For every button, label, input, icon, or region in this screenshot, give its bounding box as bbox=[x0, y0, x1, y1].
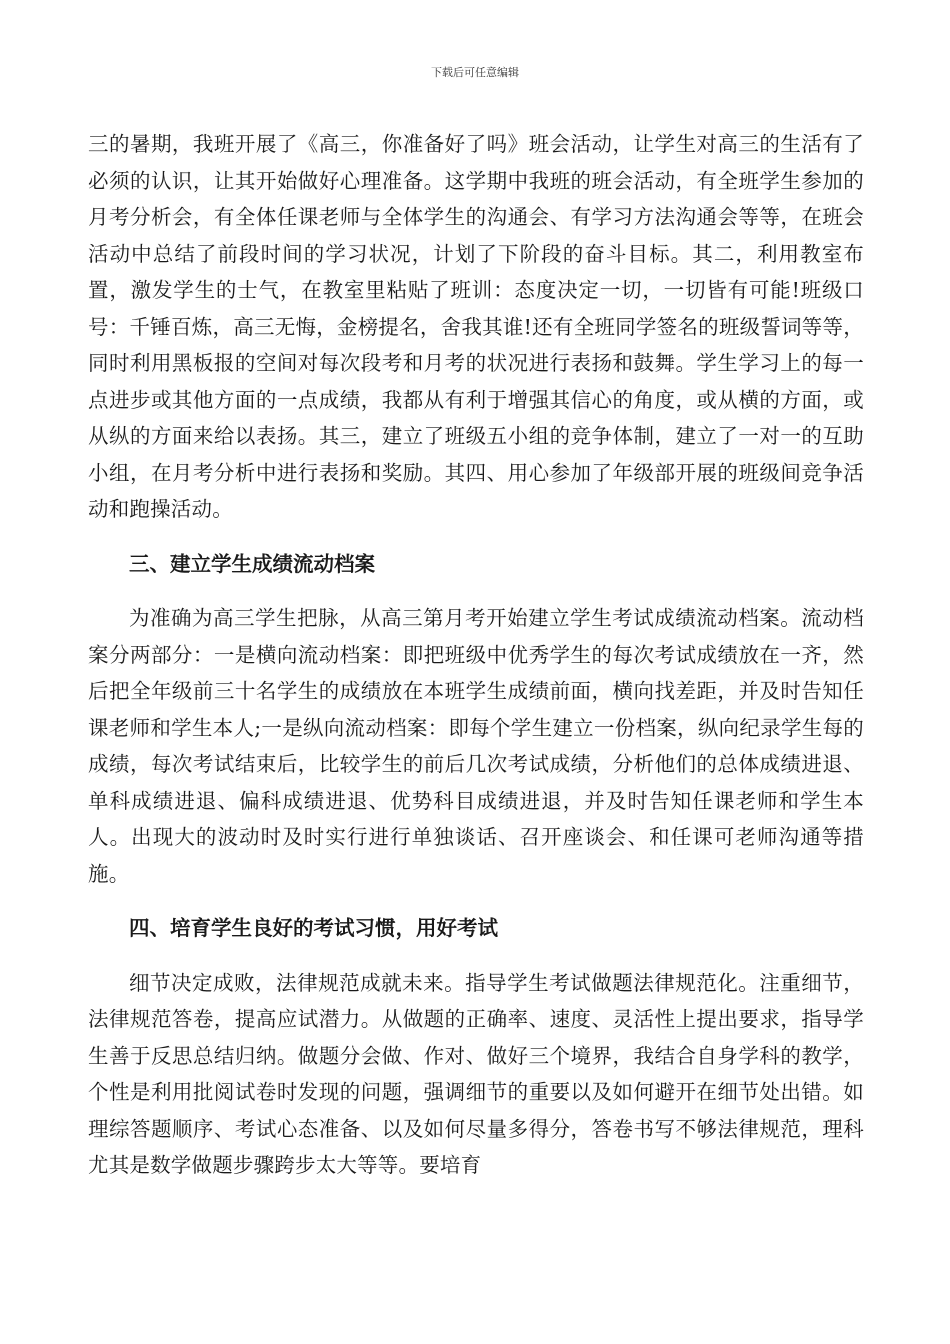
section-heading-3: 三、建立学生成绩流动档案 bbox=[129, 551, 375, 576]
section-gap bbox=[88, 947, 864, 965]
section-gap bbox=[88, 582, 864, 600]
section-heading-4: 四、培育学生良好的考试习惯，用好考试 bbox=[129, 916, 498, 940]
section-gap bbox=[88, 892, 864, 910]
body-paragraph-2: 为准确为高三学生把脉，从高三第月考开始建立学生考试成绩流动档案。流动档案分两部分：一是横向流动档案：即把班级中优秀学生的每次考试成绩放在一齐，然后把全年级前三十名学生的成绩放在本班学生成绩前面，横向找差距，并及时告知任课老师和学生本人;一是纵向流动档案：即每个学生建立一份档案，纵向纪录学生每的成绩，每次考试结束后，比较学生的前后几次考试成绩，分析他们的总体成绩进退、单科成绩进退、偏科成绩进退、优势科目成绩进退，并及时告知任课老师和学生本人。出现大的波动时及时实行进行单独谈话、召开座谈会、和任课可老师沟通等措施。 bbox=[88, 606, 864, 886]
section-gap bbox=[88, 528, 864, 546]
page-header: 下载后可任意编辑 bbox=[431, 66, 519, 79]
document-body bbox=[88, 126, 864, 1184]
body-paragraph-3: 细节决定成败，法律规范成就未来。指导学生考试做题法律规范化。注重细节，法律规范答卷，提高应试潜力。从做题的正确率、速度、灵活性上提出要求，指导学生善于反思总结归纳。做题分会做、作对、做好三个境界，我结合自身学科的教学，个性是利用批阅试卷时发现的问题，强调细节的重要以及如何避开在细节处出错。如理综答题顺序、考试心态准备、以及如何尽量多得分，答卷书写不够法律规范，理科尤其是数学做题步骤跨步太大等等。要培育 bbox=[88, 970, 864, 1177]
body-paragraph-1: 三的暑期，我班开展了《高三，你准备好了吗》班会活动，让学生对高三的生活有了必须的认识，让其开始做好心理准备。这学期中我班的班会活动，有全班学生参加的月考分析会，有全体任课老师与全体学生的沟通会、有学习方法沟通会等等，在班会活动中总结了前段时间的学习状况，计划了下阶段的奋斗目标。其二，利用教室布置，激发学生的士气，在教室里粘贴了班训：态度决定一切，一切皆有可能!班级口号：千锤百炼，高三无悔，金榜提名，舍我其谁!还有全班同学签名的班级誓词等等，同时利用黑板报的空间对每次段考和月考的状况进行表扬和鼓舞。学生学习上的每一点进步或其他方面的一点成绩，我都从有利于增强其信心的角度，或从横的方面，或从纵的方面来给以表扬。其三，建立了班级五小组的竞争体制，建立了一对一的互助小组，在月考分析中进行表扬和奖励。其四、用心参加了年级部开展的班级间竞争活动和跑操活动。 bbox=[88, 132, 864, 521]
